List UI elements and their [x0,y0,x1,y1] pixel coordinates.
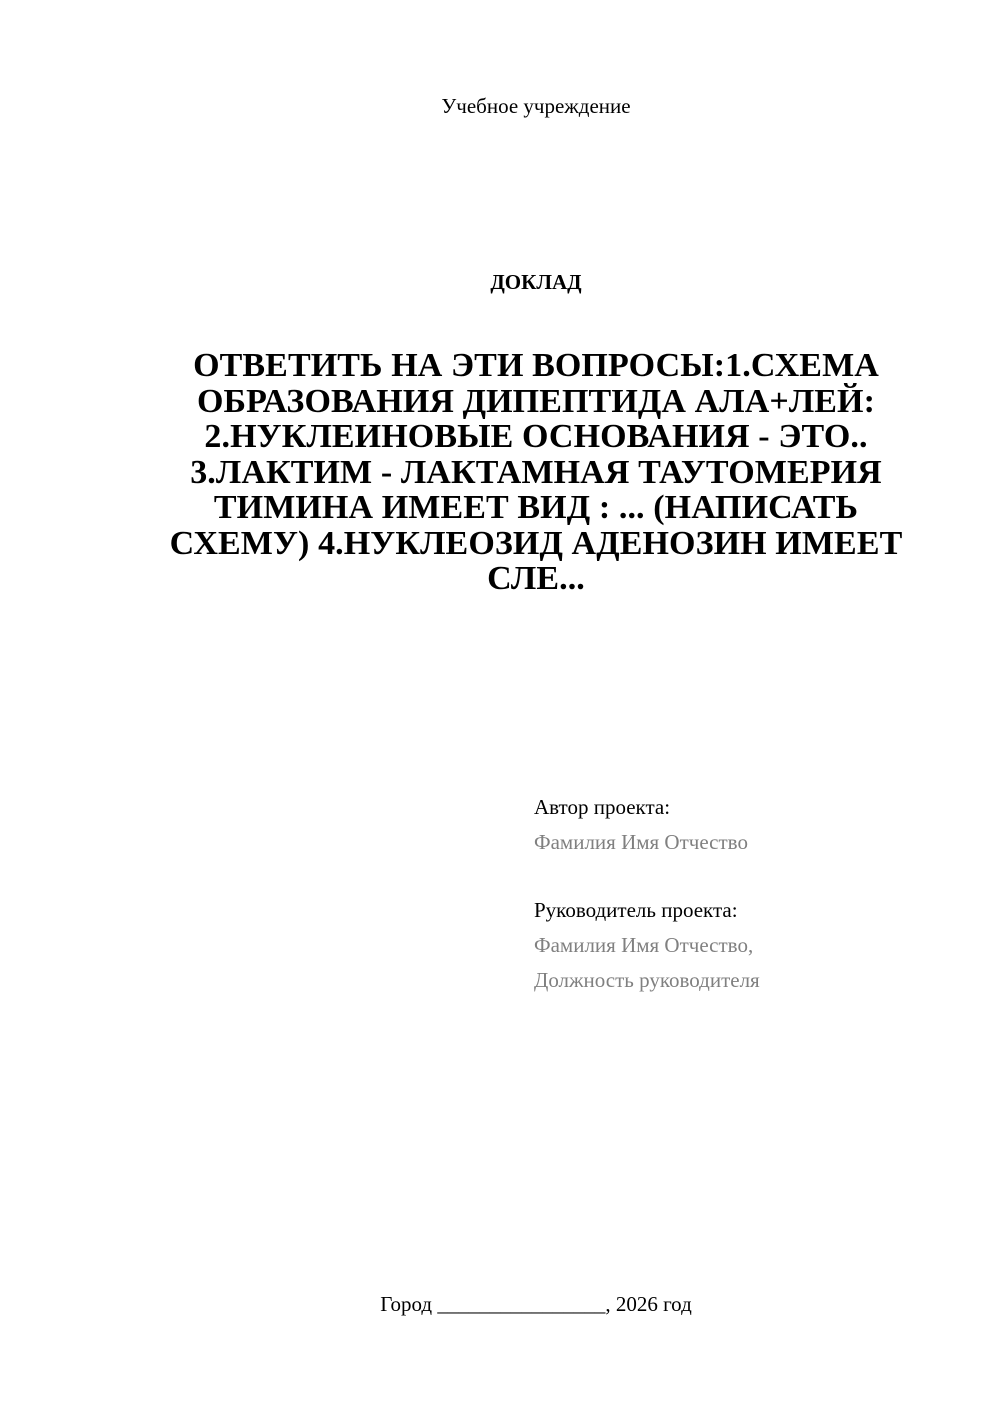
author-label: Автор проекта: [534,795,671,819]
document-type: ДОКЛАД [490,270,582,294]
supervisor-label: Руководитель проекта: [534,898,738,922]
city-year-line: Город ________________, 2026 год [380,1292,692,1316]
institution-name: Учебное учреждение [441,94,631,118]
author-block [534,790,954,998]
block-spacer [534,860,954,893]
supervisor-name: Фамилия Имя Отчество, [534,933,754,957]
document-title: ОТВЕТИТЬ НА ЭТИ ВОПРОСЫ:1.СХЕМА ОБРАЗОВАНИЯ ДИПЕПТИДА АЛА+ЛЕЙ: 2.НУКЛЕИНОВЫЕ ОСНОВАНИЯ - ЭТО.. 3.ЛАКТИМ - ЛАКТАМНАЯ ТАУТОМЕРИЯ ТИМИНА ИМЕЕТ ВИД : ... (НАПИСАТЬ СХЕМУ) 4.НУКЛЕОЗИД АДЕНОЗИН ИМЕЕТ СЛЕ... [169,347,903,597]
author-name: Фамилия Имя Отчество [534,830,748,854]
supervisor-position: Должность руководителя [534,968,760,992]
